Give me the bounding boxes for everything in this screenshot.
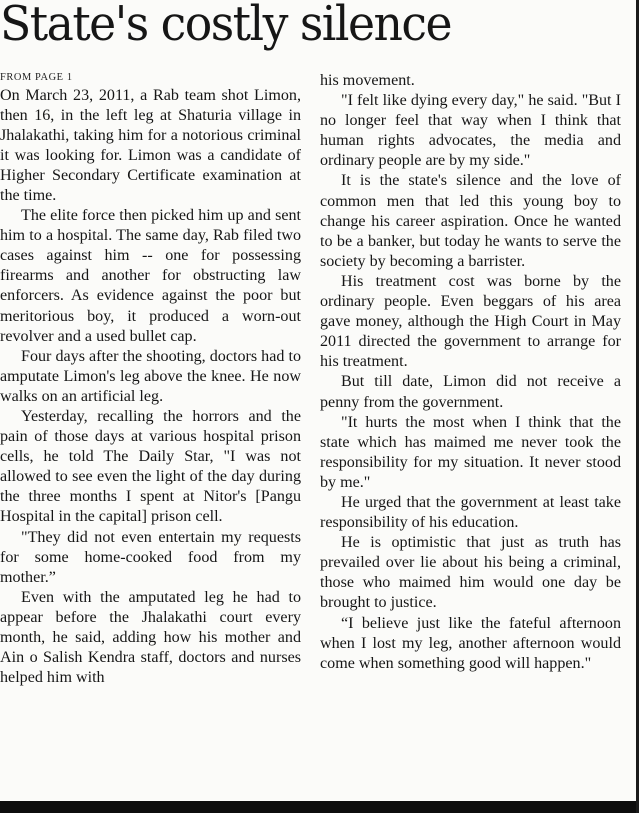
paragraph: his movement. — [320, 72, 415, 89]
paragraph: Four days after the shooting, doctors had to amputate Limon's leg above the knee. He now walks on an artificial leg. — [0, 347, 301, 405]
paragraph: "I felt like dying every day," he said. "But I no longer feel that way when I think that human rights advocates, the media and ordinary people are by my side." — [320, 92, 621, 170]
paragraph: "They did not even entertain my requests for some home-cooked food from my mother.” — [0, 528, 301, 586]
paragraph: Even with the amputated leg he had to appear before the Jhalakathi court every month, he said, adding how his mother and Ain o Salish Kendra staff, doctors and nurses helped him with — [0, 588, 301, 687]
continuation-kicker: FROM PAGE 1 — [0, 72, 73, 83]
paragraph: Yesterday, recalling the horrors and the pain of those days at various hospital prison cells, he told The Daily Star, "I was not allowed to see even the light of the day during the three months I spent at Nitor's [Pangu Hospital in the capital] prison cell. — [0, 408, 301, 526]
paragraph: "It hurts the most when I think that the state which has maimed me never took the responsibility for my situation. It never stood by me." — [320, 413, 621, 491]
paragraph: He urged that the government at least take responsibility of his education. — [320, 493, 621, 532]
headline: State's costly silence — [0, 0, 452, 52]
paragraph: “I believe just like the fateful afternoon when I lost my leg, another afternoon would come when something good will happen." — [320, 614, 621, 672]
paragraph: The elite force then picked him up and sent him to a hospital. The same day, Rab filed two cases against him -- one for possessing firearms and another for obstructing law enforcers. As evidence against the poor but meritorious boy, it produced a worn-out revolver and a used bullet cap. — [0, 207, 301, 345]
paragraph: It is the state's silence and the love of common men that led this young boy to change his career aspiration. Once he wanted to be a banker, but today he wants to serve the society by becoming a barrister. — [320, 172, 621, 270]
article-column-right — [320, 71, 621, 674]
bottom-scan-border — [0, 801, 639, 813]
paragraph: His treatment cost was borne by the ordinary people. Even beggars of his area gave money, although the High Court in May 2011 directed the government to arrange for his treatment. — [320, 272, 621, 371]
paragraph: On March 23, 2011, a Rab team shot Limon, then 16, in the left leg at Shaturia village in Jhalakathi, taking him for a notorious criminal it was looking for. Limon was a candidate of Higher Secondary Certificate examination at the time. — [0, 86, 301, 204]
paragraph: But till date, Limon did not receive a penny from the government. — [320, 373, 621, 411]
paragraph: He is optimistic that just as truth has prevailed over lie about his being a criminal, those who maimed him would one day be brought to justice. — [320, 534, 621, 612]
article-column-left — [0, 70, 301, 688]
